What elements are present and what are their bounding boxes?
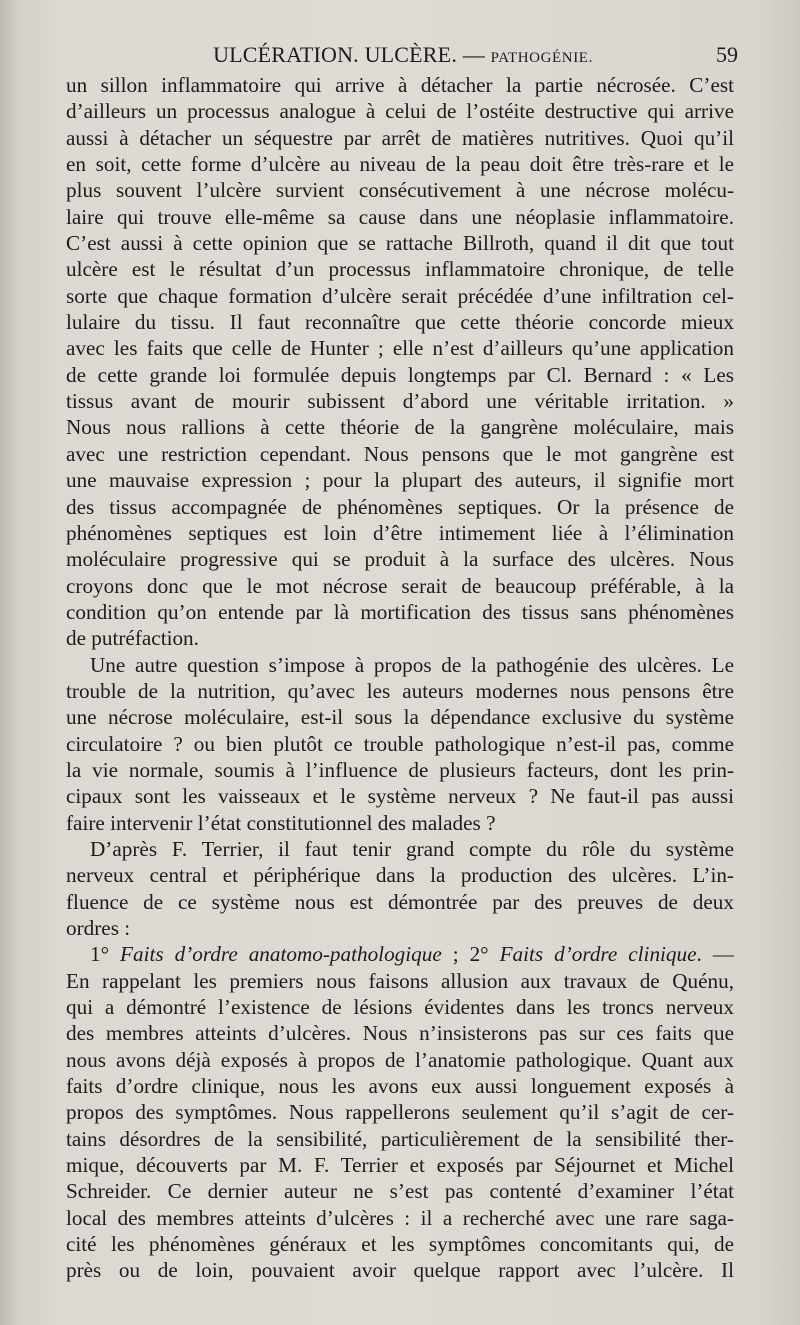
text-line: qui a démontré l’existence de lésions évidentes dans les troncs nerveux <box>66 995 734 1020</box>
text-line: de cette grande loi formulée depuis longtemps par Cl. Bernard : « Les <box>66 362 734 387</box>
text-line: ordres : <box>66 916 131 940</box>
text-line: Une autre question s’impose à propos de la pathogénie des ulcères. Le <box>90 652 734 677</box>
text-line: faits d’ordre clinique, nous les avons eux aussi longuement exposés à <box>66 1074 734 1099</box>
text-line: lulaire du tissu. Il faut reconnaître que cette théorie concorde mieux <box>66 310 734 335</box>
text-line: aussi à détacher un séquestre par arrêt de matières nutritives. Quoi qu’il <box>66 125 734 150</box>
text-line: faire intervenir l’état constitutionnel des malades ? <box>66 810 496 835</box>
text-line: phénomènes septiques est loin d’être intimement liée à l’élimination <box>66 520 734 545</box>
text-line: local des membres atteints d’ulcères : il a recherché avec une rare saga- <box>66 1205 734 1230</box>
text-line: C’est aussi à cette opinion que se rattache Billroth, quand il dit que tout <box>66 231 734 256</box>
text-line: nerveux central et périphérique dans la production des ulcères. L’in- <box>66 863 734 888</box>
text-line: avec une restriction cependant. Nous pensons que le mot gangrène est <box>66 441 734 466</box>
text-line: tissus avant de mourir subissent d’abord une véritable irritation. » <box>66 389 734 414</box>
text-line: une nécrose moléculaire, est-il sous la dépendance exclusive du système <box>66 705 734 730</box>
body-text <box>66 72 734 1284</box>
text-line: trouble de la nutrition, qu’avec les auteurs modernes nous pensons être <box>66 678 734 703</box>
running-head <box>66 42 740 68</box>
enum-part-n1: 1° <box>90 942 121 967</box>
text-line: cité les phénomènes généraux et les symptômes concomitants qui, de <box>66 1232 734 1257</box>
text-line: propos des symptômes. Nous rappellerons seulement qu’il s’agit de cer- <box>66 1100 734 1125</box>
enum-part-t2: Faits d’ordre clinique <box>499 942 697 967</box>
running-head-subtitle: PATHOGÉNIE. <box>490 50 593 66</box>
text-line: mique, découverts par M. F. Terrier et exposés par Séjournet et Michel <box>66 1153 734 1178</box>
text-line: tains désordres de la sensibilité, particulièrement de la sensibilité ther- <box>66 1126 734 1151</box>
text-line: une mauvaise expression ; pour la plupart des auteurs, il signifie mort <box>66 468 734 493</box>
running-head-title: ULCÉRATION. ULCÈRE. — <box>213 42 491 67</box>
text-line: de putréfaction. <box>66 626 199 651</box>
text-line: avec les faits que celle de Hunter ; elle n’est d’ailleurs qu’une application <box>66 336 734 361</box>
text-line: cipaux sont les vaisseaux et le système nerveux ? Ne faut-il pas aussi <box>66 784 734 809</box>
text-line: D’après F. Terrier, il faut tenir grand compte du rôle du système <box>90 836 734 861</box>
page-header <box>66 42 740 72</box>
enum-part-tail: . — <box>696 942 734 967</box>
text-line: la vie normale, soumis à l’influence de plusieurs facteurs, dont les prin- <box>66 757 734 782</box>
text-line: des membres atteints d’ulcères. Nous n’insisterons pas sur ces faits que <box>66 1021 734 1046</box>
text-line: fluence de ce système nous est démontrée par des preuves de deux <box>66 889 734 914</box>
text-line: près ou de loin, pouvaient avoir quelque rapport avec l’ulcère. Il <box>66 1258 734 1283</box>
text-line: Schreider. Ce dernier auteur ne s’est pas contenté d’examiner l’état <box>66 1179 734 1204</box>
text-line: en soit, cette forme d’ulcère au niveau de la peau doit être très-rare et le <box>66 152 734 177</box>
text-line: sorte que chaque formation d’ulcère serait précédée d’une infiltration cel- <box>66 283 734 308</box>
text-line: circulatoire ? ou bien plutôt ce trouble pathologique n’est-il pas, comme <box>66 731 734 756</box>
text-line: Nous nous rallions à cette théorie de la gangrène moléculaire, mais <box>66 415 734 440</box>
page-number: 59 <box>716 42 738 67</box>
text-line: nous avons déjà exposés à propos de l’anatomie pathologique. Quant aux <box>66 1047 734 1072</box>
text-line: un sillon inflammatoire qui arrive à détacher la partie nécrosée. C’est <box>66 73 734 97</box>
enum-part-sep: ; 2° <box>441 942 500 967</box>
text-line: laire qui trouve elle-même sa cause dans une néoplasie inflammatoire. <box>66 204 734 229</box>
text-line: des tissus accompagnée de phénomènes septiques. Or la présence de <box>66 494 734 519</box>
text-line: croyons donc que le mot nécrose serait de beaucoup préférable, à la <box>66 573 734 598</box>
text-line <box>66 941 734 967</box>
enum-part-t1: Faits d’ordre anatomo-pathologique <box>120 942 442 967</box>
text-line: d’ailleurs un processus analogue à celui de l’ostéite destructive qui arrive <box>66 99 734 124</box>
text-line: moléculaire progressive qui se produit à la surface des ulcères. Nous <box>66 547 734 572</box>
text-line: condition qu’on entende par là mortification des tissus sans phénomènes <box>66 599 734 624</box>
text-line: plus souvent l’ulcère survient consécutivement à une nécrose molécu- <box>66 178 734 203</box>
text-line: ulcère est le résultat d’un processus inflammatoire chronique, de telle <box>66 257 734 282</box>
text-line: En rappelant les premiers nous faisons allusion aux travaux de Quénu, <box>66 968 734 993</box>
